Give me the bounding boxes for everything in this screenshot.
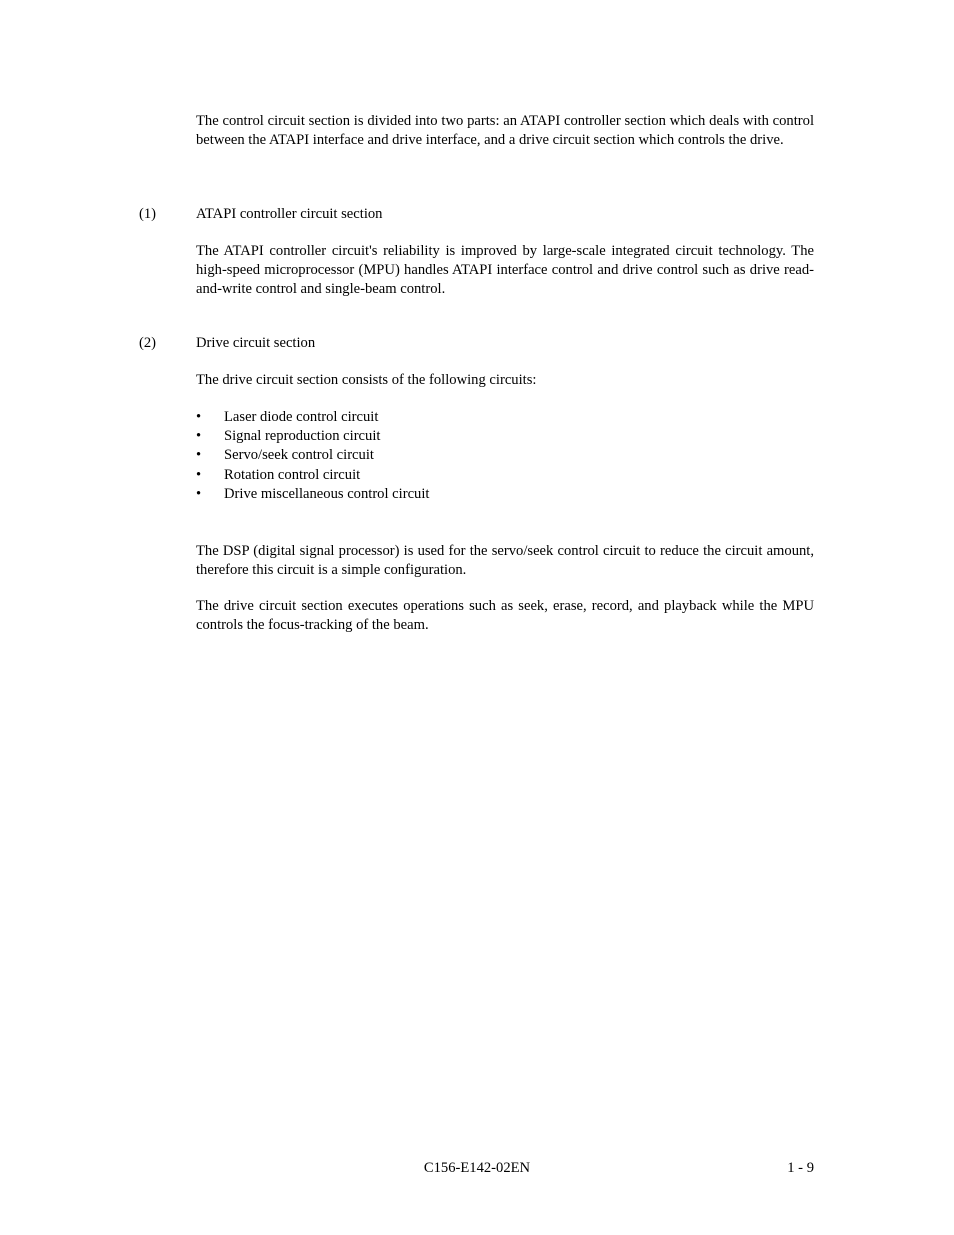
section-1-title: ATAPI controller circuit section (196, 206, 383, 222)
bullet-icon: • (196, 485, 202, 502)
list-item-label: Laser diode control circuit (224, 409, 379, 425)
list-item (196, 427, 429, 446)
list-item (196, 446, 429, 465)
list-item-label: Servo/seek control circuit (224, 447, 374, 464)
circuit-list (196, 408, 429, 504)
list-item-label: Drive miscellaneous control circuit (224, 485, 430, 502)
list-item (196, 485, 429, 504)
section-2-number: (2) (139, 335, 157, 351)
bullet-icon: • (196, 466, 202, 483)
section-1-number: (1) (139, 206, 157, 222)
section-1-body: The ATAPI controller circuit's reliability is improved by large-scale integrated circuit technology. The high-speed microprocessor (MPU) handles ATAPI interface control and drive control such as drive read-and-write control and single-beam control. (196, 243, 814, 297)
operations-paragraph: The drive circuit section executes operations such as seek, erase, record, and playback while the MPU controls the focus-tracking of the beam. (196, 598, 814, 633)
document-code: C156-E142-02EN (423, 1160, 531, 1176)
list-item-label: Rotation control circuit (224, 466, 361, 483)
intro-paragraph: The control circuit section is divided into two parts: an ATAPI controller section which deals with control between the ATAPI interface and drive interface, and a drive circuit section which controls the drive. (196, 113, 814, 148)
list-item (196, 408, 429, 427)
list-item-label: Signal reproduction circuit (224, 428, 381, 445)
section-2-body: The drive circuit section consists of the following circuits: (196, 372, 537, 388)
bullet-icon: • (196, 428, 202, 445)
dsp-paragraph: The DSP (digital signal processor) is used for the servo/seek control circuit to reduce the circuit amount, therefore this circuit is a simple configuration. (196, 543, 814, 578)
bullet-icon: • (196, 409, 202, 425)
bullet-icon: • (196, 447, 202, 464)
list-item (196, 466, 429, 485)
page-number: 1 - 9 (787, 1160, 814, 1176)
section-2-title: Drive circuit section (196, 335, 316, 351)
